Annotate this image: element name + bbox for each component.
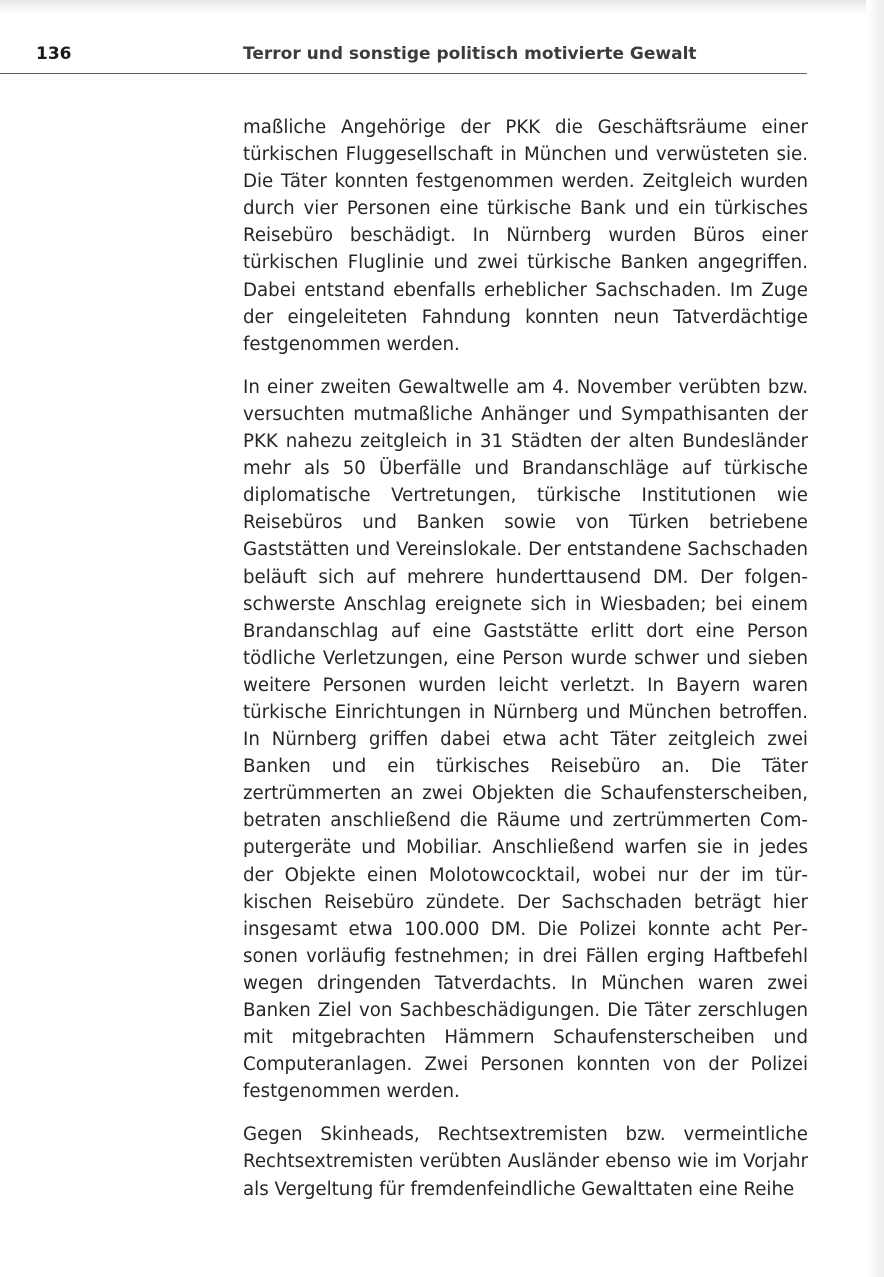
scan-right-shadow	[866, 0, 884, 1277]
page-number: 136	[36, 44, 72, 64]
header-rule	[0, 73, 807, 74]
running-header-title: Terror und sonstige politisch motivierte Gewalt	[243, 44, 697, 64]
paragraph-continuation: maßliche Angehörige der PKK die Geschäftsräume einer türkischen Fluggesellschaft in München und verwüsteten sie. Die Täter konnten festgenommen werden. Zeitgleich wurden durch vier Personen eine türkische Bank und ein türkisches Reisebüro beschädigt. In Nürnberg wurden Büros einer türkischen Fluglinie und zwei türkische Banken angegriffen. Dabei entstand ebenfalls erheblicher Sachschaden. Im Zuge der eingeleiteten Fahndung konnten neun Tatverdächtige festgenommen werden.	[243, 117, 808, 355]
scan-top-shadow	[0, 0, 884, 14]
body-text	[243, 114, 808, 1219]
paragraph-second-wave: In einer zweiten Gewaltwelle am 4. November verübten bzw. versuchten mutmaßliche Anhänger und Sympathisanten der PKK nahezu zeitgleich in 31 Städten der alten Bundesländer mehr als 50 Überfälle und Brandanschläge auf türkische diplomatische Vertretungen, türkische Institutionen wie Reisebüros und Banken sowie von Türken betriebene Gaststätten und Vereinslokale. Der entstandene Sachschaden beläuft sich auf mehrere hunderttausend DM. Der folgenschwerste Anschlag ereignete sich in Wiesbaden; bei einem Brandanschlag auf eine Gaststätte erlitt dort eine Person tödliche Verletzungen, eine Person wurde schwer und sieben weitere Personen wurden leicht verletzt. In Bayern waren türkische Einrichtungen in Nürnberg und München betroffen. In Nürnberg griffen dabei etwa acht Täter zeitgleich zwei Banken und ein türkisches Reisebüro an. Die Täter zertrümmerten an zwei Objekten die Schaufensterscheiben, betraten anschließend die Räume und zertrümmerten Computergeräte und Mobiliar. Anschließend warfen sie in jedes der Objekte einen Molotowcocktail, wobei nur der im türkischen Reisebüro zündete. Der Sachschaden beträgt hier insgesamt etwa 100.000 DM. Die Polizei konnte acht Personen vorläufig festnehmen; in drei Fällen erging Haftbefehl wegen dringenden Tatverdachts. In München waren zwei Banken Ziel von Sachbeschädigungen. Die Täter zerschlugen mit mitgebrachten Hämmern Schaufensterscheiben und Computeranlagen. Zwei Personen konnten von der Polizei festgenommen werden.	[243, 376, 808, 1103]
paragraph-retaliation: Gegen Skinheads, Rechtsextremisten bzw. vermeintliche Rechtsextremisten verübten Ausländer ebenso wie im Vorjahr als Vergeltung für fremdenfeindliche Gewalttaten eine Reihe	[243, 1124, 808, 1200]
